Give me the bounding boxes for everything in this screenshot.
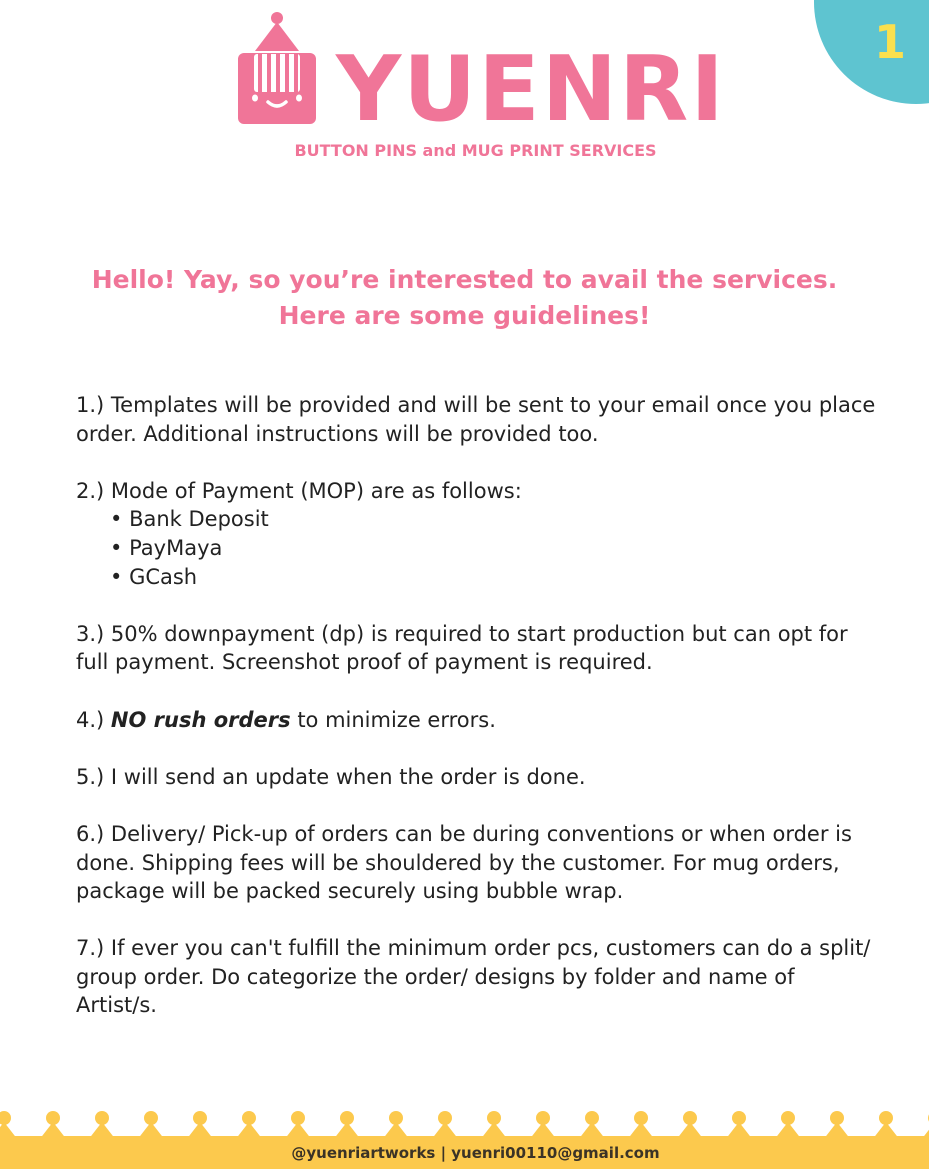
brand-name: YUENRI <box>336 37 726 142</box>
guideline-downpayment: 3.) 50% downpayment (dp) is required to start production but can opt for full payment. Screenshot proof of payment is required. <box>76 621 848 675</box>
no-rush-orders-emphasis: NO rush orders <box>110 707 291 732</box>
brand-tagline: BUTTON PINS and MUG PRINT SERVICES <box>294 141 657 160</box>
intro-heading <box>40 262 889 334</box>
guideline-no-rush-prefix: 4.) <box>76 707 111 732</box>
guideline-group-order: 7.) If ever you can't fulfill the minimum order pcs, customers can do a split/ group order. Do categorize the order/ designs by folder and name of Artist/s. <box>76 936 871 1018</box>
page-number: 1 <box>874 15 907 69</box>
payment-method-item: • GCash <box>110 563 876 592</box>
contact-line: @yuenriartworks | yuenri00110@gmail.com <box>291 1144 660 1162</box>
payment-method-item: • PayMaya <box>110 534 876 563</box>
guideline-payment <box>76 477 876 591</box>
mascot-logo-icon <box>238 10 318 124</box>
intro-line-1: Hello! Yay, so you’re interested to avail the services. <box>91 265 838 294</box>
guideline-no-rush <box>76 706 876 735</box>
guideline-no-rush-suffix: to minimize errors. <box>290 707 496 732</box>
payment-method-item: • Bank Deposit <box>110 505 876 534</box>
guideline-delivery: 6.) Delivery/ Pick-up of orders can be during conventions or when order is done. Shipping fees will be shouldered by the customer. For mug orders, package will be packed securely using bubble wrap. <box>76 821 852 904</box>
footer-scallop-border <box>0 1106 929 1140</box>
intro-line-2: Here are some guidelines! <box>278 301 651 330</box>
guidelines-list <box>76 391 876 1049</box>
guideline-update: 5.) I will send an update when the order is done. <box>76 764 586 789</box>
page-number-badge <box>814 0 929 104</box>
guideline-templates: 1.) Templates will be provided and will be sent to your email once you place order. Additional instructions will be provided too. <box>76 393 876 446</box>
guideline-payment-heading: 2.) Mode of Payment (MOP) are as follows: <box>76 478 522 503</box>
payment-methods-list <box>76 505 876 591</box>
